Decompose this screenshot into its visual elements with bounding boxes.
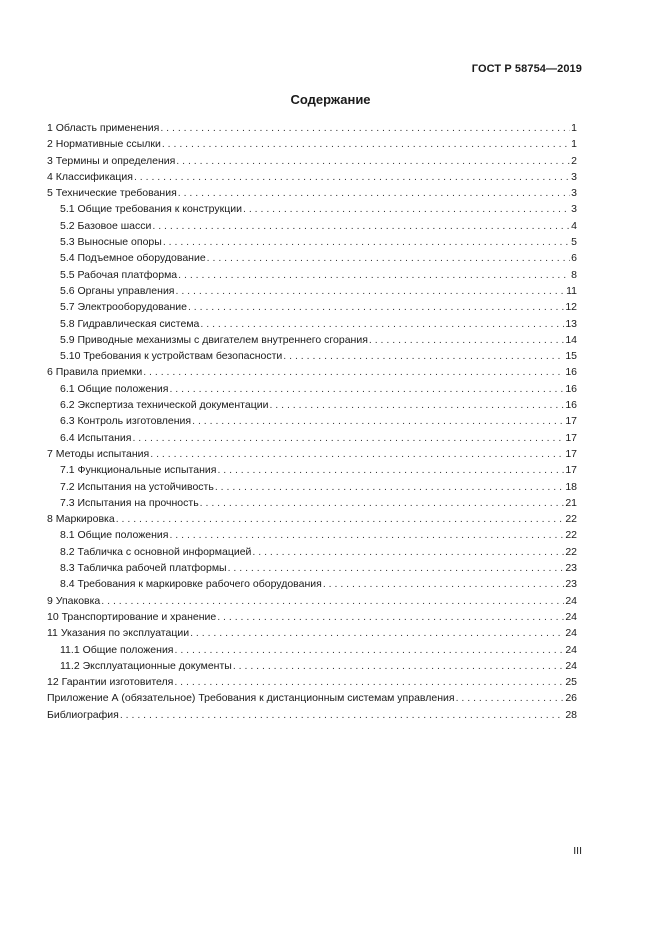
table-of-contents	[47, 120, 577, 723]
toc-entry-label: 5.10 Требования к устройствам безопасности	[60, 350, 283, 363]
toc-entry-label: 6.4 Испытания	[60, 431, 132, 444]
toc-leader-dots	[207, 250, 570, 266]
toc-entry-page: 16	[565, 366, 577, 379]
toc-entry-label: 2 Нормативные ссылки	[47, 138, 161, 151]
toc-entry[interactable]	[47, 625, 577, 641]
toc-entry-label: 10 Транспортирование и хранение	[47, 610, 217, 623]
toc-entry-page: 24	[565, 659, 577, 672]
toc-entry-page: 16	[565, 399, 577, 412]
toc-entry-page: 1	[571, 138, 577, 151]
toc-entry-page: 17	[565, 464, 577, 477]
toc-entry-page: 17	[565, 431, 577, 444]
toc-entry[interactable]	[47, 136, 577, 152]
toc-entry-label: 5.7 Электрооборудование	[60, 301, 187, 314]
toc-entry-page: 6	[571, 252, 577, 265]
toc-entry[interactable]	[47, 267, 577, 283]
toc-leader-dots	[190, 625, 564, 641]
toc-entry[interactable]	[47, 430, 577, 446]
toc-leader-dots	[369, 332, 564, 348]
toc-leader-dots	[162, 136, 570, 152]
toc-entry-page: 15	[565, 350, 577, 363]
toc-entry-label: 8.1 Общие положения	[60, 529, 169, 542]
toc-leader-dots	[217, 462, 564, 478]
toc-entry-label: Приложение А (обязательное) Требования к дистанционным системам управления	[47, 692, 455, 705]
toc-leader-dots	[178, 267, 570, 283]
toc-entry[interactable]	[47, 332, 577, 348]
toc-entry[interactable]	[47, 397, 577, 413]
toc-entry-label: 4 Классификация	[47, 170, 133, 183]
toc-entry-page: 16	[565, 382, 577, 395]
toc-entry[interactable]	[47, 316, 577, 332]
toc-entry[interactable]	[47, 169, 577, 185]
toc-entry[interactable]	[47, 218, 577, 234]
toc-entry[interactable]	[47, 201, 577, 217]
toc-entry[interactable]	[47, 120, 577, 136]
toc-entry[interactable]	[47, 658, 577, 674]
toc-entry-page: 3	[571, 203, 577, 216]
toc-entry-label: 6.1 Общие положения	[60, 382, 169, 395]
toc-entry-label: 3 Термины и определения	[47, 154, 176, 167]
toc-entry[interactable]	[47, 153, 577, 169]
toc-entry[interactable]	[47, 479, 577, 495]
toc-leader-dots	[243, 201, 570, 217]
toc-entry[interactable]	[47, 527, 577, 543]
toc-entry[interactable]	[47, 609, 577, 625]
toc-entry-page: 12	[565, 301, 577, 314]
toc-leader-dots	[233, 658, 565, 674]
toc-entry[interactable]	[47, 495, 577, 511]
toc-entry-label: 6.3 Контроль изготовления	[60, 415, 192, 428]
toc-entry-page: 24	[565, 594, 577, 607]
toc-entry[interactable]	[47, 544, 577, 560]
toc-leader-dots	[152, 218, 570, 234]
toc-entry-label: 5.5 Рабочая платформа	[60, 268, 178, 281]
toc-leader-dots	[228, 560, 565, 576]
toc-leader-dots	[176, 153, 570, 169]
toc-entry-page: 22	[565, 529, 577, 542]
toc-entry-label: 1 Область применения	[47, 122, 160, 134]
toc-entry[interactable]	[47, 576, 577, 592]
toc-entry[interactable]	[47, 707, 577, 723]
page-number: III	[573, 845, 582, 857]
toc-entry[interactable]	[47, 674, 577, 690]
toc-entry-page: 3	[571, 187, 577, 200]
toc-entry[interactable]	[47, 299, 577, 315]
toc-entry-label: 8.2 Табличка с основной информацией	[60, 545, 252, 558]
toc-entry-label: 7 Методы испытания	[47, 447, 150, 460]
toc-leader-dots	[252, 544, 564, 560]
toc-entry-label: 5.8 Гидравлическая система	[60, 317, 200, 330]
toc-entry[interactable]	[47, 690, 577, 706]
toc-entry-label: 8.4 Требования к маркировке рабочего оборудования	[60, 578, 322, 591]
toc-leader-dots	[169, 527, 564, 543]
toc-entry-label: 5.1 Общие требования к конструкции	[60, 203, 242, 216]
toc-entry-page: 24	[565, 627, 577, 640]
toc-entry[interactable]	[47, 283, 577, 299]
toc-entry-label: 7.3 Испытания на прочность	[60, 496, 199, 509]
toc-entry-label: 5.2 Базовое шасси	[60, 219, 152, 232]
toc-entry[interactable]	[47, 593, 577, 609]
toc-leader-dots	[160, 120, 570, 136]
toc-entry-label: 6 Правила приемки	[47, 366, 143, 379]
toc-entry[interactable]	[47, 511, 577, 527]
toc-entry-label: 11.1 Общие положения	[60, 643, 174, 656]
toc-entry-page: 5	[571, 236, 577, 249]
toc-leader-dots	[174, 674, 564, 690]
toc-leader-dots	[169, 381, 564, 397]
toc-leader-dots	[456, 690, 565, 706]
toc-entry[interactable]	[47, 413, 577, 429]
toc-entry-page: 4	[571, 219, 577, 232]
toc-entry-label: 5.6 Органы управления	[60, 284, 175, 297]
toc-entry-page: 22	[565, 545, 577, 558]
toc-entry[interactable]	[47, 381, 577, 397]
toc-leader-dots	[192, 413, 564, 429]
toc-leader-dots	[120, 707, 564, 723]
toc-entry-label: 9 Упаковка	[47, 594, 101, 607]
toc-title: Содержание	[290, 92, 371, 107]
toc-entry-page: 21	[565, 496, 577, 509]
toc-entry-page: 11	[566, 284, 577, 297]
toc-entry[interactable]	[47, 348, 577, 364]
toc-leader-dots	[200, 316, 564, 332]
toc-entry-page: 26	[565, 692, 577, 705]
toc-entry[interactable]	[47, 446, 577, 462]
toc-entry-page: 23	[565, 578, 577, 591]
toc-leader-dots	[283, 348, 564, 364]
toc-leader-dots	[188, 299, 564, 315]
toc-entry[interactable]	[47, 234, 577, 250]
toc-leader-dots	[269, 397, 564, 413]
toc-leader-dots	[150, 446, 564, 462]
toc-entry-page: 18	[565, 480, 577, 493]
toc-entry-page: 8	[571, 268, 577, 281]
toc-leader-dots	[323, 576, 564, 592]
toc-entry-page: 28	[565, 708, 577, 721]
toc-leader-dots	[215, 479, 564, 495]
toc-leader-dots	[116, 511, 565, 527]
toc-leader-dots	[200, 495, 565, 511]
toc-leader-dots	[176, 283, 566, 299]
toc-entry[interactable]	[47, 185, 577, 201]
toc-leader-dots	[178, 185, 570, 201]
toc-entry-page: 22	[565, 513, 577, 526]
toc-entry-label: 5.9 Приводные механизмы с двигателем внутреннего сгорания	[60, 333, 368, 346]
toc-leader-dots	[175, 642, 565, 658]
toc-entry-page: 14	[565, 333, 577, 346]
toc-entry[interactable]	[47, 250, 577, 266]
toc-entry-label: 11.2 Эксплуатационные документы	[60, 659, 232, 672]
toc-leader-dots	[143, 364, 564, 380]
toc-entry-page: 13	[565, 317, 577, 330]
toc-entry[interactable]	[47, 560, 577, 576]
toc-entry-label: 7.1 Функциональные испытания	[60, 464, 217, 477]
toc-entry[interactable]	[47, 642, 577, 658]
toc-entry-label: 7.2 Испытания на устойчивость	[60, 480, 214, 493]
toc-leader-dots	[132, 430, 564, 446]
toc-entry-page: 24	[565, 643, 577, 656]
document-code: ГОСТ Р 58754—2019	[471, 63, 582, 75]
toc-entry-page: 3	[571, 170, 577, 183]
toc-entry-page: 1	[571, 122, 577, 134]
toc-entry-label: 5.4 Подъемное оборудование	[60, 252, 206, 265]
toc-entry[interactable]	[47, 364, 577, 380]
toc-entry-page: 23	[565, 562, 577, 575]
toc-leader-dots	[101, 593, 564, 609]
toc-entry-page: 25	[565, 676, 577, 689]
toc-entry-page: 17	[565, 447, 577, 460]
toc-entry[interactable]	[47, 462, 577, 478]
toc-entry-label: 6.2 Экспертиза технической документации	[60, 399, 269, 412]
toc-entry-label: 5.3 Выносные опоры	[60, 236, 162, 249]
toc-entry-page: 17	[565, 415, 577, 428]
toc-entry-page: 2	[571, 154, 577, 167]
toc-entry-label: 8 Маркировка	[47, 513, 115, 526]
toc-entry-label: 12 Гарантии изготовителя	[47, 676, 174, 689]
toc-leader-dots	[217, 609, 564, 625]
toc-entry-label: 11 Указания по эксплуатации	[47, 627, 190, 640]
toc-entry-page: 24	[565, 610, 577, 623]
toc-leader-dots	[134, 169, 570, 185]
toc-leader-dots	[163, 234, 570, 250]
toc-entry-label: Библиография	[47, 708, 119, 721]
toc-entry-label: 5 Технические требования	[47, 187, 177, 200]
toc-entry-label: 8.3 Табличка рабочей платформы	[60, 562, 227, 575]
